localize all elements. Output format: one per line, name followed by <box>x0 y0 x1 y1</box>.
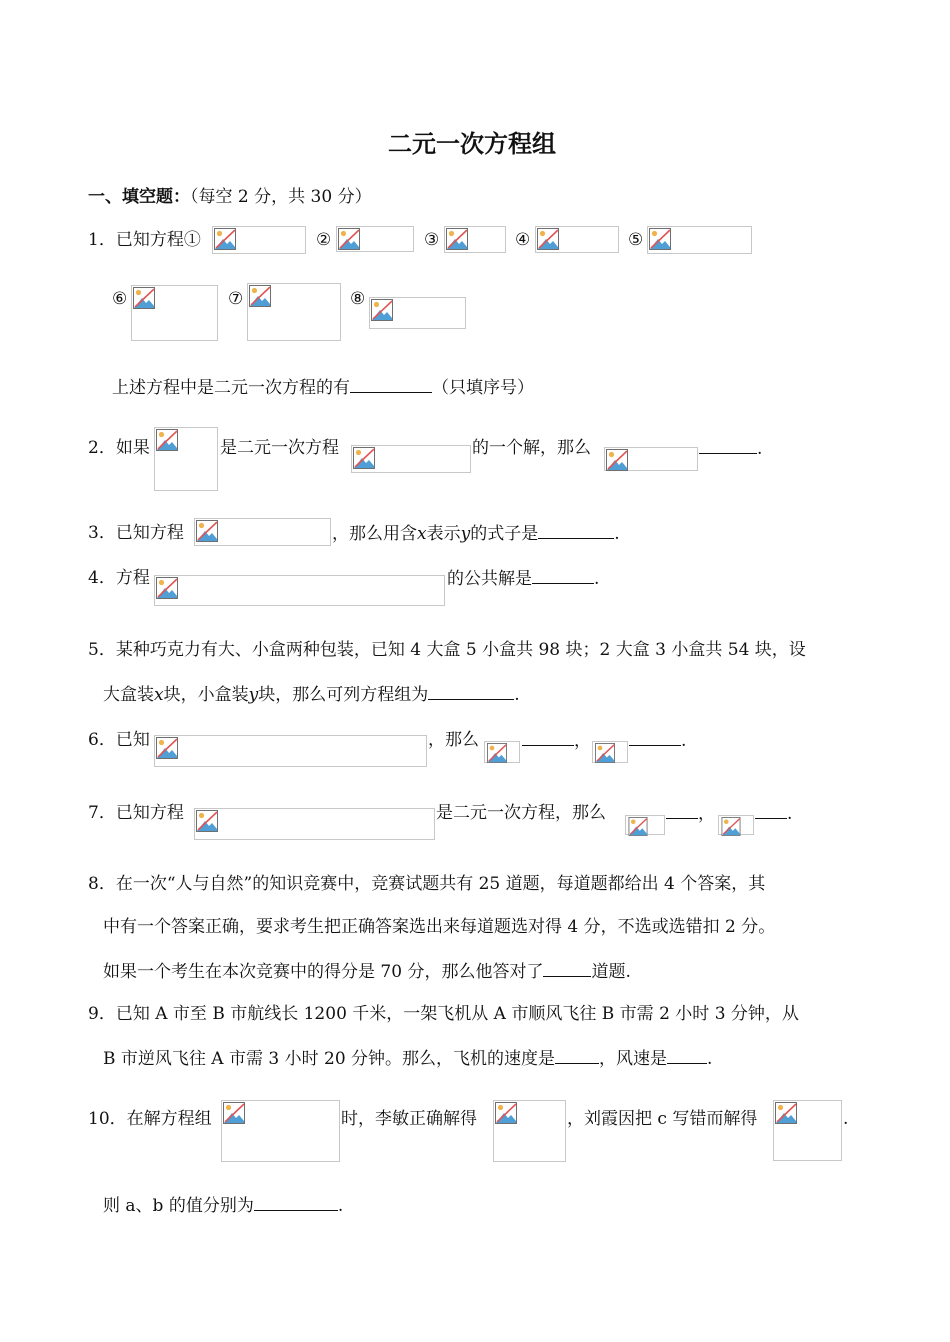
q9-speed-blank[interactable] <box>555 1047 599 1064</box>
q7-equation-image <box>194 808 435 840</box>
q9-number: 9． <box>88 1004 116 1024</box>
q3-var-y: y <box>460 524 471 544</box>
q2-text-a: 如果 <box>115 438 150 458</box>
q9-text-line1: 已知 A 市至 B 市航线长 1200 千米，一架飞机从 A 市顺风飞往 B 市需 2 小时 3 分钟，从 <box>115 1004 799 1024</box>
q8-line-3 <box>103 960 631 983</box>
q8-number: 8． <box>88 874 116 894</box>
q2-number: 2． <box>88 438 116 458</box>
q1-mark-4: ④ <box>515 230 531 250</box>
equation-image-4 <box>535 226 619 253</box>
q3-question <box>332 522 620 545</box>
q6-text-a: 已知 <box>115 730 150 750</box>
broken-image-icon <box>775 1102 797 1124</box>
q5-line-2 <box>103 683 520 706</box>
q7-answer-blank-2[interactable] <box>755 802 787 819</box>
page-title: 二元一次方程组 <box>388 129 556 158</box>
q10-number: 10． <box>88 1109 127 1129</box>
q10-text-b: 时，李敏正确解得 <box>341 1109 477 1129</box>
equation-image-6 <box>131 285 218 341</box>
q4-end: . <box>594 569 600 589</box>
broken-image-icon <box>486 743 508 763</box>
q4-lead <box>88 567 150 589</box>
q6-answer-blank-2[interactable] <box>629 729 681 746</box>
equation-image-8 <box>369 297 466 329</box>
q10-line2-end: . <box>337 1196 344 1216</box>
q4-answer-blank[interactable] <box>532 567 594 584</box>
q7-answer-2 <box>755 802 792 825</box>
q10-text-c: ，刘霞因把 c 写错而解得 <box>567 1109 758 1129</box>
q8-line-1 <box>88 873 765 895</box>
broken-image-icon <box>446 228 468 250</box>
q2-lead <box>88 437 150 459</box>
q5-line-1 <box>88 639 806 661</box>
q9-end: . <box>707 1049 713 1069</box>
q7-text-a: 已知方程 <box>115 803 184 823</box>
q1-mark-6: ⑥ <box>112 289 128 309</box>
q6-answer-blank-1[interactable] <box>522 729 574 746</box>
q1-answer-line <box>112 376 534 399</box>
q1-mark-5: ⑤ <box>628 230 644 250</box>
q2-equation-image <box>351 445 471 473</box>
q8-text-line3: 如果一个考生在本次竞赛中的得分是 70 分，那么他答对了 <box>103 962 544 982</box>
broken-image-icon <box>594 743 616 763</box>
broken-image-icon <box>249 285 271 307</box>
q10-text-a: 在解方程组 <box>126 1109 212 1129</box>
broken-image-icon <box>338 228 360 250</box>
q3-var-x: x <box>417 524 427 544</box>
q8-text-line3-end: 道题. <box>591 962 631 982</box>
equation-image-5 <box>647 226 752 254</box>
broken-image-icon <box>720 817 742 836</box>
q5-text-c: 块，那么可列方程组为 <box>258 685 429 705</box>
q7-text-b: 是二元一次方程，那么 <box>436 803 606 823</box>
q1-number: 1． <box>88 230 116 250</box>
q5-answer-blank[interactable] <box>428 683 514 700</box>
equation-image-1 <box>212 226 306 254</box>
q6-end: . <box>681 731 687 751</box>
q3-answer-blank[interactable] <box>538 522 614 539</box>
q3-end: . <box>614 524 620 544</box>
q3-text-a: 已知方程 <box>115 523 184 543</box>
q10-end: . <box>843 1109 849 1129</box>
q6-text-b: ，那么 <box>428 730 479 750</box>
q7-var-image-2 <box>718 815 754 835</box>
broken-image-icon <box>156 737 178 759</box>
q6-lead <box>88 729 150 751</box>
q7-end: . <box>787 804 793 824</box>
q5-number: 5． <box>88 640 116 660</box>
q5-end: . <box>514 685 520 705</box>
q9-wind-blank[interactable] <box>667 1047 707 1064</box>
broken-image-icon <box>214 228 236 250</box>
q4-question <box>447 567 599 590</box>
q4-text-a: 方程 <box>115 568 150 588</box>
q1-lead <box>88 229 201 251</box>
q7-comma: ， <box>698 804 715 824</box>
q2-expression-image <box>604 447 698 471</box>
q10-line-2 <box>103 1194 343 1217</box>
q2-answer <box>699 437 762 460</box>
q3-text-d: 的式子是 <box>470 524 539 544</box>
q1-mark-8: ⑧ <box>350 289 366 309</box>
q8-text-line1: 在一次“人与自然”的知识竞赛中，竞赛试题共有 25 道题，每道题都给出 4 个答案，其 <box>115 874 766 894</box>
q6-number: 6． <box>88 730 116 750</box>
q7-var-image-1 <box>625 815 665 835</box>
q1-mark-2: ② <box>316 230 332 250</box>
section-heading <box>88 186 372 208</box>
q1-mark-3: ③ <box>424 230 440 250</box>
equation-image-2 <box>336 226 414 252</box>
q6-comma: ， <box>574 731 591 751</box>
broken-image-icon <box>627 817 649 836</box>
q4-number: 4． <box>88 568 116 588</box>
q1-mark-7: ⑦ <box>228 289 244 309</box>
broken-image-icon <box>133 287 155 309</box>
q6-var-image-2 <box>592 741 628 763</box>
q10-system-image <box>221 1100 340 1162</box>
q3-text-c: 表示 <box>426 524 461 544</box>
q3-text-b: ，那么用含 <box>332 524 417 544</box>
q1-answer-blank[interactable] <box>350 376 432 393</box>
section-heading-label: 一、填空题： <box>88 187 190 207</box>
q7-answer-1 <box>666 802 715 825</box>
q9-text-line2: B 市逆风飞往 A 市需 3 小时 20 分钟。那么，飞机的速度是 <box>103 1049 556 1069</box>
broken-image-icon <box>606 449 628 471</box>
q2-text-b: 是二元一次方程 <box>220 438 339 458</box>
q7-number: 7． <box>88 803 116 823</box>
broken-image-icon <box>156 577 178 599</box>
q3-equation-image <box>194 518 331 546</box>
q5-var-x: x <box>154 685 164 705</box>
q5-text-a: 大盒装 <box>103 685 154 705</box>
q7-answer-blank-1[interactable] <box>666 802 698 819</box>
q3-number: 3． <box>88 523 116 543</box>
q10-wrong-solution-image <box>773 1100 842 1161</box>
q9-line-1 <box>88 1003 799 1025</box>
broken-image-icon <box>353 447 375 469</box>
q4-text-b: 的公共解是 <box>447 569 532 589</box>
section-score-note: （每空 2 分，共 30 分） <box>190 187 372 207</box>
q2-answer-blank[interactable] <box>699 437 757 454</box>
q7-lead <box>88 802 184 824</box>
q1-tail-text: 上述方程中是二元一次方程的有 <box>112 378 350 398</box>
broken-image-icon <box>196 810 218 832</box>
broken-image-icon <box>649 228 671 250</box>
q6-answer-1 <box>522 729 591 752</box>
q2-end: . <box>757 439 763 459</box>
q8-answer-blank[interactable] <box>543 960 591 977</box>
q5-var-y: y <box>248 685 259 705</box>
q10-answer-blank[interactable] <box>254 1194 338 1211</box>
q5-text-line1: 某种巧克力有大、小盒两种包装，已知 4 大盒 5 小盒共 98 块；2 大盒 3 小盒共 54 块，设 <box>115 640 806 660</box>
q8-line-2: 中有一个答案正确，要求考生把正确答案选出来每道题选对得 4 分，不选或选错扣 2 分。 <box>103 917 776 937</box>
q6-condition-image <box>154 735 427 767</box>
equation-image-3 <box>444 226 506 253</box>
equation-image-7 <box>247 283 341 341</box>
q4-system-image <box>154 575 445 606</box>
q10-text-line2: 则 a、b 的值分别为 <box>103 1196 254 1216</box>
q6-answer-2 <box>629 729 686 752</box>
broken-image-icon <box>223 1102 245 1124</box>
q10-lead <box>88 1108 212 1130</box>
broken-image-icon <box>537 228 559 250</box>
q1-lead-text: 已知方程 <box>115 230 184 250</box>
q10-correct-solution-image <box>493 1100 566 1162</box>
broken-image-icon <box>156 429 178 451</box>
q5-text-b: 块，小盒装 <box>163 685 249 705</box>
q1-tail-note: （只填序号） <box>432 378 534 398</box>
q2-solution-image <box>154 427 218 491</box>
q6-var-image-1 <box>484 741 520 763</box>
q9-line-2 <box>103 1047 712 1070</box>
q9-text-line2b: ，风速是 <box>599 1049 668 1069</box>
broken-image-icon <box>495 1102 517 1124</box>
q1-mark-1: ① <box>183 230 201 250</box>
q3-lead <box>88 522 184 544</box>
broken-image-icon <box>196 520 218 542</box>
q2-text-c: 的一个解，那么 <box>472 438 591 458</box>
broken-image-icon <box>371 299 393 321</box>
